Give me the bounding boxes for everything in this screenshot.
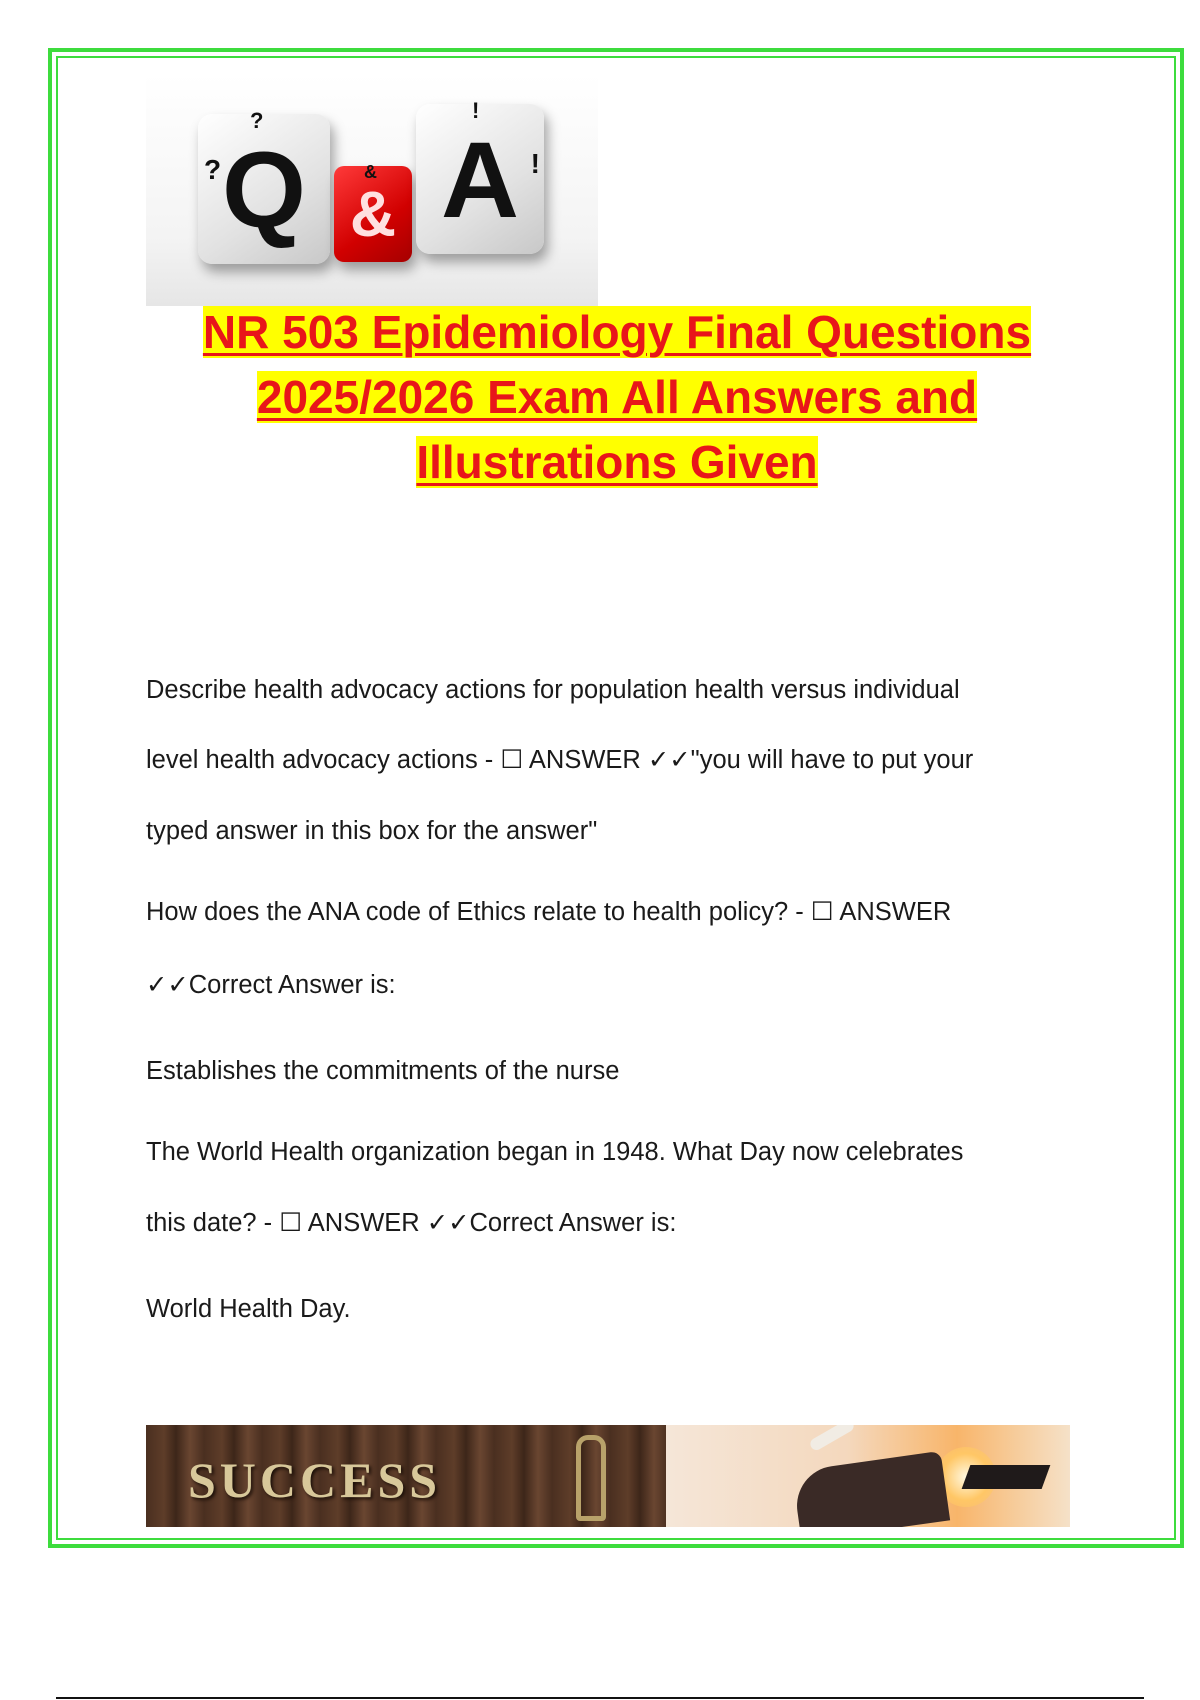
question-3-line-2: this date? - ☐ ANSWER ✓✓Correct Answer is: xyxy=(146,1209,677,1237)
letter-q: Q xyxy=(221,128,306,250)
footer-divider xyxy=(56,1697,1144,1699)
graduate-silhouette-icon xyxy=(666,1425,1070,1527)
title-line-3: Illustrations Given xyxy=(416,436,818,488)
diploma-scroll xyxy=(808,1425,856,1452)
question-1-line-2: level health advocacy actions - ☐ ANSWER ✓✓"you will have to put your xyxy=(146,746,974,774)
document-title xyxy=(150,300,1084,495)
die-q xyxy=(198,108,330,264)
success-word: SUCCESS xyxy=(188,1452,442,1508)
graduate-arm xyxy=(792,1451,950,1527)
letter-ampersand: & xyxy=(349,178,397,250)
success-banner xyxy=(146,1425,1070,1527)
title-line-1: NR 503 Epidemiology Final Questions xyxy=(202,306,1032,358)
question-1-line-3: typed answer in this box for the answer" xyxy=(146,817,598,845)
q-and-a-dice-icon xyxy=(146,74,598,306)
question-2-line-2: ✓✓Correct Answer is: xyxy=(146,971,396,999)
answer-3: World Health Day. xyxy=(146,1295,351,1323)
answer-2: Establishes the commitments of the nurse xyxy=(146,1057,620,1085)
question-2-line-1: How does the ANA code of Ethics relate to health policy? - ☐ ANSWER xyxy=(146,898,952,926)
title-line-2: 2025/2026 Exam All Answers and xyxy=(256,371,978,423)
die-ampersand xyxy=(334,162,412,262)
letter-a: A xyxy=(441,118,519,240)
question-mark: ? xyxy=(204,154,222,185)
ampersand-mark-top: & xyxy=(364,162,377,182)
key-icon xyxy=(576,1435,606,1521)
question-3-line-1: The World Health organization began in 1948. What Day now celebrates xyxy=(146,1138,964,1166)
question-1-line-1: Describe health advocacy actions for population health versus individual xyxy=(146,676,960,704)
question-mark-top: ? xyxy=(250,108,264,133)
exclamation-mark-top: ! xyxy=(472,98,480,123)
wood-panel xyxy=(146,1425,666,1527)
exclamation-mark: ! xyxy=(530,148,540,179)
die-a xyxy=(416,98,544,254)
graduation-cap-icon xyxy=(962,1465,1051,1489)
